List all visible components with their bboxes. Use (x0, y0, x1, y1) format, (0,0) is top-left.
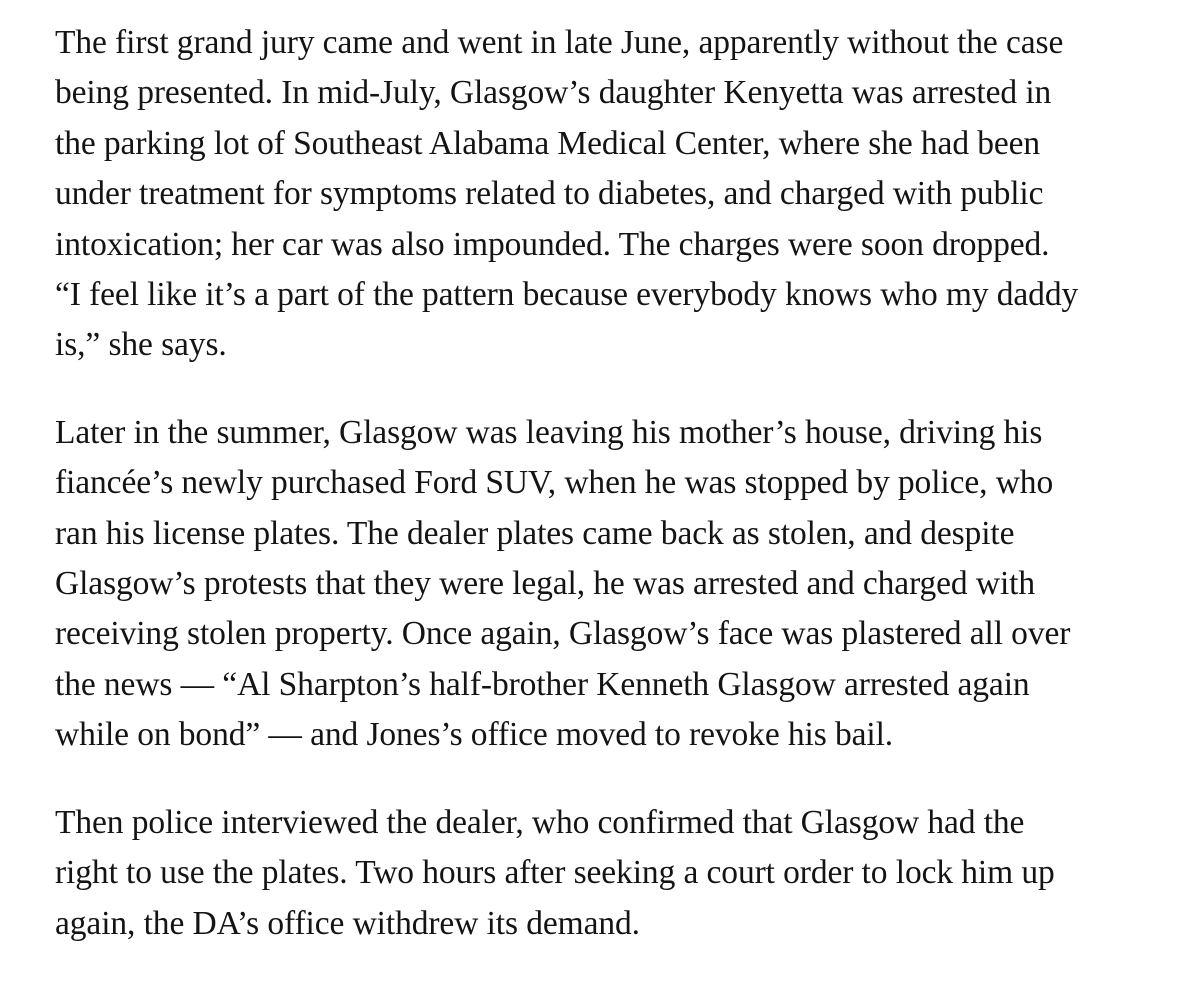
paragraph-line: receiving stolen property. Once again, Glasgow’s face was plastered all over (55, 615, 1071, 653)
paragraph-line: is,” she says. (55, 326, 227, 364)
paragraph-line: The first grand jury came and went in late June, apparently without the case (55, 24, 1064, 61)
article-paragraph-2 (55, 408, 1180, 761)
paragraph-line: the parking lot of Southeast Alabama Medical Center, where she had been (55, 124, 1041, 162)
paragraph-line: ran his license plates. The dealer plates came back as stolen, and despite (55, 514, 1015, 552)
paragraph-line: “I feel like it’s a part of the pattern because everybody knows who my daddy (55, 276, 1079, 314)
paragraph-line: while on bond” — and Jones’s office moved to revoke his bail. (55, 716, 894, 754)
article-paragraph-3 (55, 798, 1180, 949)
article-paragraph-1 (55, 18, 1180, 371)
paragraph-line: again, the DA’s office withdrew its demand. (55, 904, 640, 942)
paragraph-line: under treatment for symptoms related to diabetes, and charged with public (55, 175, 1044, 213)
paragraph-line: Later in the summer, Glasgow was leaving his mother’s house, driving his (55, 413, 1043, 451)
paragraph-line: Then police interviewed the dealer, who confirmed that Glasgow had the (55, 803, 1025, 841)
paragraph-line: the news — “Al Sharpton’s half-brother Kenneth Glasgow arrested again (55, 665, 1030, 703)
paragraph-line: intoxication; her car was also impounded. The charges were soon dropped. (55, 225, 1050, 263)
paragraph-line: fiancée’s newly purchased Ford SUV, when he was stopped by police, who (55, 464, 1054, 502)
paragraph-line: right to use the plates. Two hours after seeking a court order to lock him up (55, 854, 1055, 892)
paragraph-line: being presented. In mid-July, Glasgow’s daughter Kenyetta was arrested in (55, 74, 1052, 112)
article-body (55, 18, 1180, 949)
paragraph-line: Glasgow’s protests that they were legal, he was arrested and charged with (55, 565, 1036, 603)
